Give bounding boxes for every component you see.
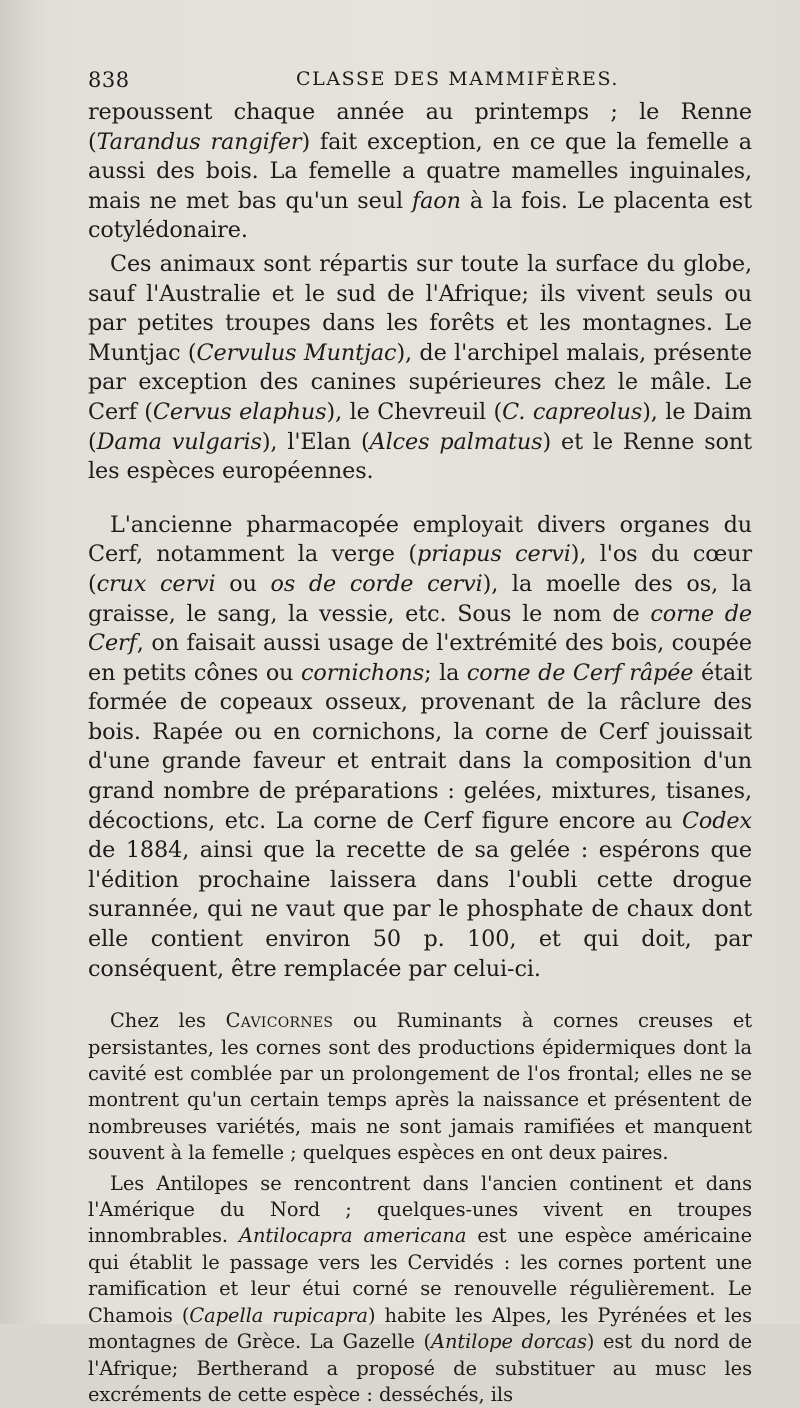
text-run: L'ancienne pharmacopée employait divers organes du Cerf, notamment la verge ( [88,511,752,568]
text-run: ) habite les Alpes, les Pyrénées et les montagnes de Grèce. La Gazelle ( [88,1303,752,1354]
italic-term: Tarandus rangifer [96,128,302,155]
page-header [88,60,752,98]
italic-term: faon [411,187,461,214]
text-run: est une espèce américaine qui établit le passage vers les Cervidés : les cornes portent une ramification et leur étui corné se renouvelle régulièrement. Le Chamois ( [88,1224,752,1327]
text-run: ) et le Renne sont les espèces européennes. [88,428,752,485]
text-run: ), le Chevreuil ( [326,398,503,425]
paragraph-pharmacopee [88,511,752,985]
text-run: ), l'Elan ( [261,428,370,455]
text-run: ou [215,570,271,597]
italic-term: Codex [681,807,752,834]
text-run: de 1884, ainsi que la recette de sa gelée : espérons que l'édition prochaine laissera dans l'oubli cette drogue surannée, qui ne vaut que par le phosphate de chaux dont elle contient environ 50 p. 100, et qui doit, par conséquent, être remplacée par celui-ci. [88,837,752,982]
page-number: 838 [88,68,130,92]
text-run: ), le Daim ( [88,398,753,455]
running-title: CLASSE DES MAMMIFÈRES. [296,68,620,90]
italic-term: corne de Cerf râpée [466,659,694,686]
italic-term: priapus cervi [416,541,571,568]
italic-term: os de corde cervi [270,570,483,597]
text-run: ), de l'archipel malais, présente par exception des canines supérieures chez le mâle. Le Cerf ( [88,339,753,425]
italic-term: Cervulus Muntjac [196,339,397,366]
italic-term: Capella rupicapra [189,1303,368,1327]
paragraph-repartition [88,250,752,487]
italic-term: crux cervi [96,570,216,597]
italic-term: Dama vulgaris [96,428,262,455]
paragraph-antilopes [88,1171,752,1408]
text-run: , on faisait aussi usage de l'extrémité des bois, coupée en petits cônes ou [88,630,752,686]
text-run: ; la [424,659,467,686]
italic-term: C. capreolus [502,398,643,425]
text-run: repoussent chaque année au printemps ; le Renne ( [88,99,752,155]
italic-term: Antilocapra americana [239,1224,467,1248]
small-caps-term: Cavicornes [225,1009,334,1033]
text-run: ou Ruminants à cornes creuses et persistantes, les cornes sont des productions épidermiques dont la cavité est comblée par un prolongement de l'os frontal; elles ne se montrent qu'un certain temps après la naissance et présentent de nombreuses variétés, mais ne sont jamais ramifiées et manquent souvent à la femelle ; quelques espèces en ont deux paires. [88,1009,752,1165]
italic-term: Antilope dorcas [431,1330,587,1354]
text-run: ), l'os du cœur ( [88,541,752,597]
italic-term: Alces palmatus [369,428,543,455]
text-run: Ces animaux sont répartis sur toute la surface du globe, sauf l'Australie et le sud de l'Afrique; ils vivent seuls ou par petites troupes dans les forêts et les montagnes. Le Muntjac ( [88,250,752,366]
paragraph-cavicornes [88,1008,752,1166]
text-run: était formée de copeaux osseux, provenant de la râclure des bois. Rapée ou en cornichons, la corne de Cerf jouissait d'une grande faveur et entrait dans la composition d'un grand nombre de préparations : gelées, mixtures, tisanes, décoctions, etc. La corne de Cerf figure encore au [88,659,752,834]
text-run: ) est du nord de l'Afrique; Bertherand a proposé de substituer au musc les excréments de cette espèce : desséchés, ils [88,1330,752,1406]
text-run: Chez les [110,1009,226,1033]
text-run: ) fait exception, en ce que la femelle a aussi des bois. La femelle a quatre mamelles inguinales, mais ne met bas qu'un seul [88,128,752,214]
italic-term: Cervus elaphus [152,398,327,425]
paragraph-renne [88,98,752,246]
text-run: ), la moelle des os, la graisse, le sang, la vessie, etc. Sous le nom de [88,570,752,627]
text-run: à la fois. Le placenta est cotylédonaire. [88,187,752,244]
text-run: Les Antilopes se rencontrent dans l'ancien continent et dans l'Amérique du Nord ; quelques-unes vivent en troupes innombrables. [88,1171,752,1248]
italic-term: cornichons [300,659,425,686]
italic-term: corne de Cerf [88,600,753,657]
